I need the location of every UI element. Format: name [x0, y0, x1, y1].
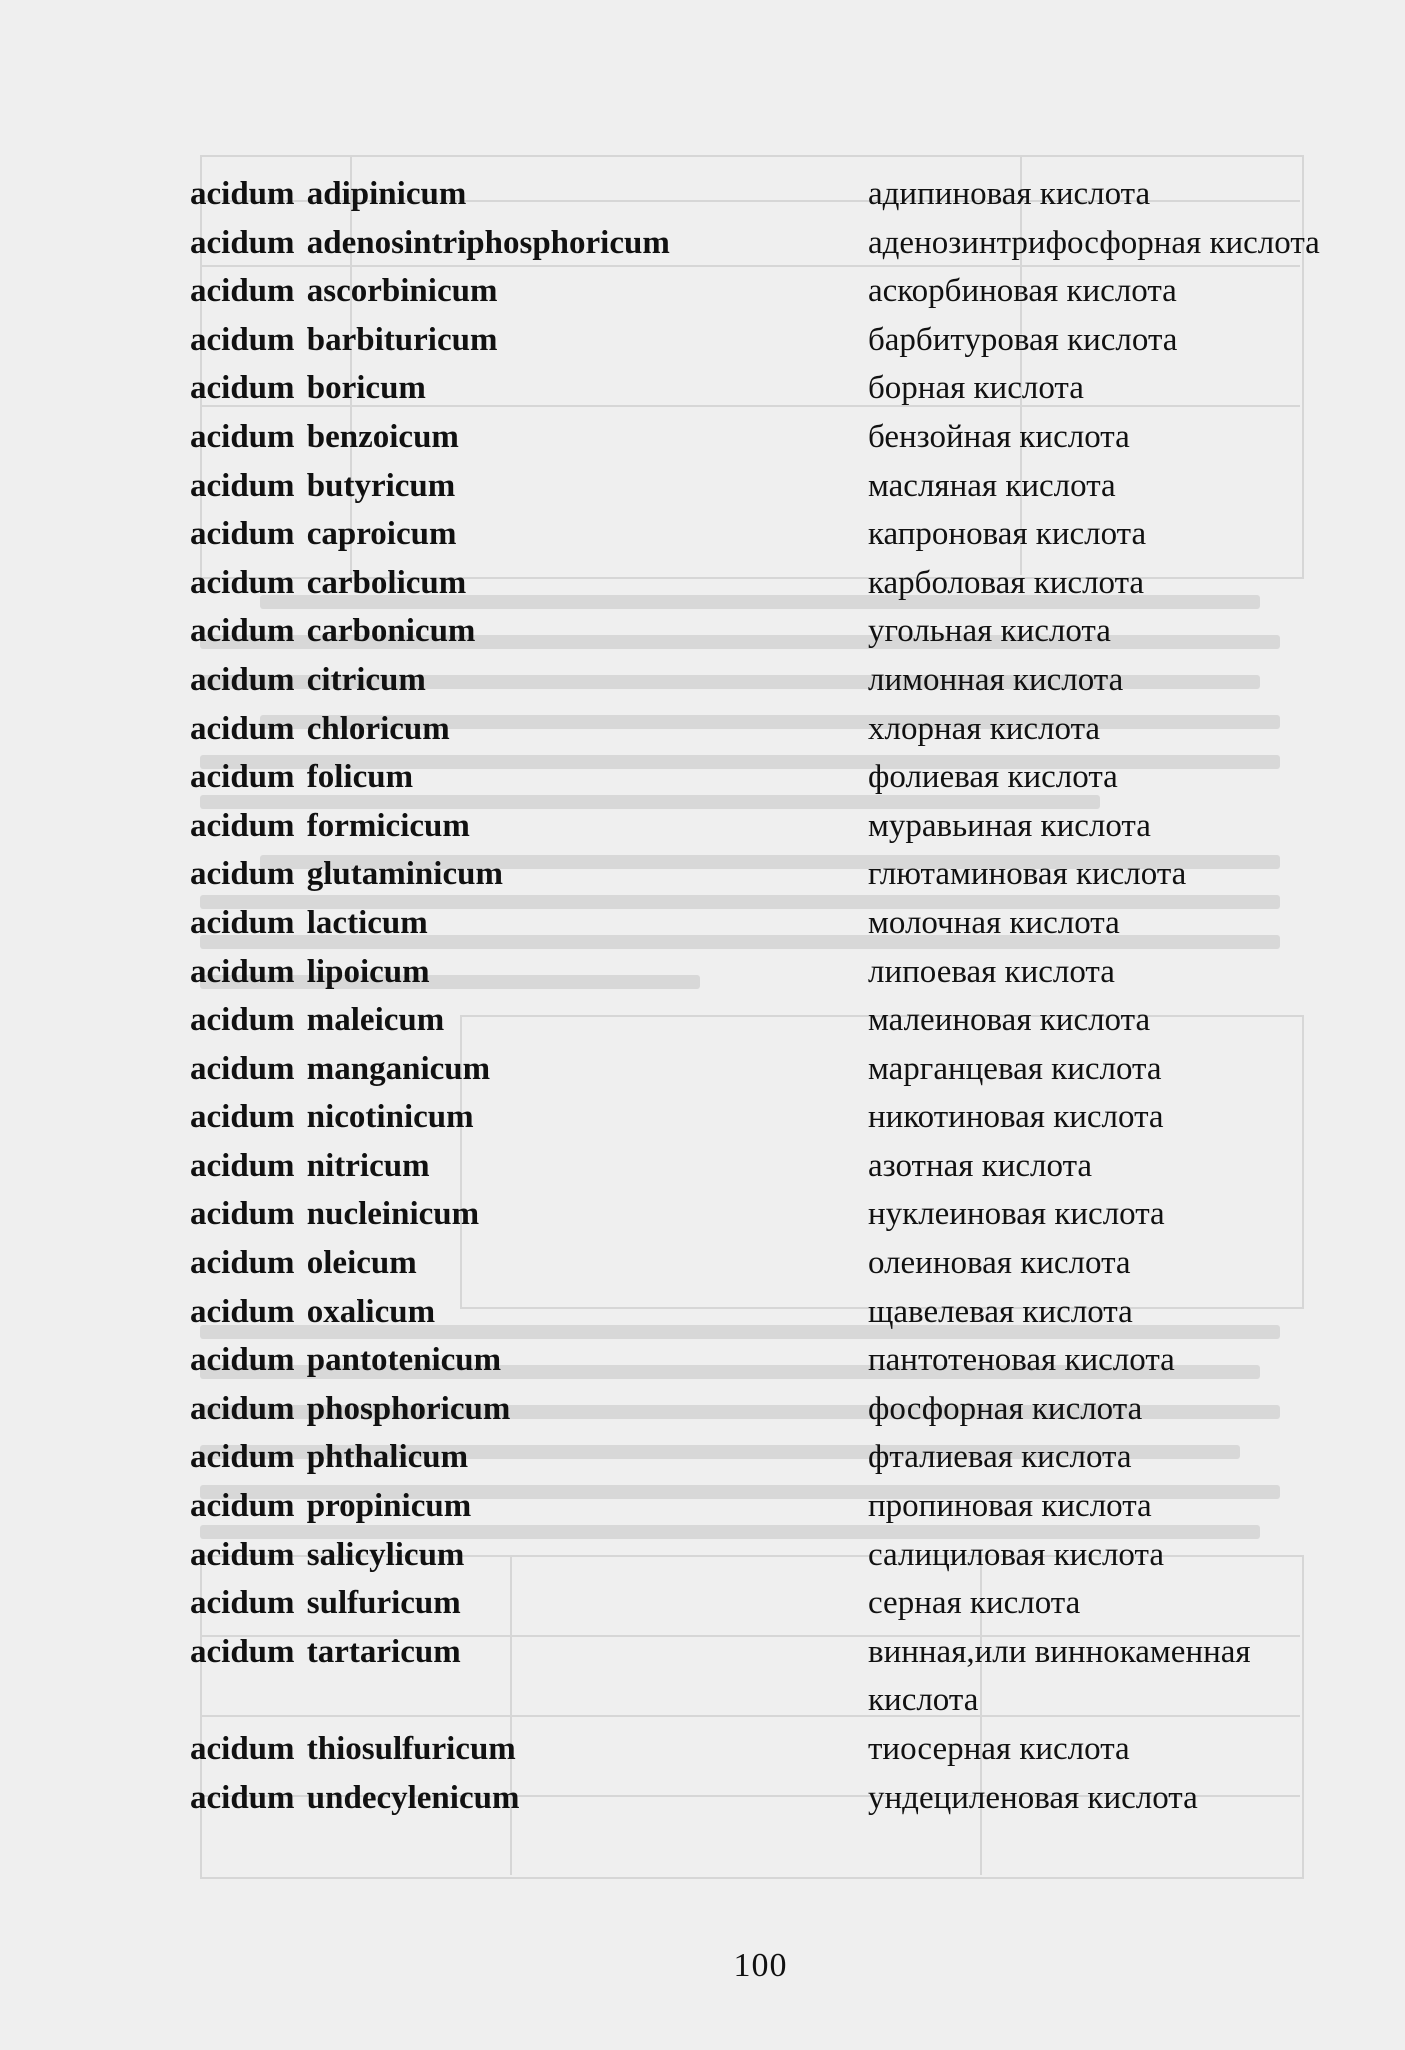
latin-term: acidum salicylicum: [190, 1536, 465, 1573]
latin-term: acidum oxalicum: [190, 1293, 436, 1330]
glossary-entry: [190, 1628, 1320, 1725]
latin-term: acidum manganicum: [190, 1050, 491, 1087]
russian-translation: молочная кислота: [868, 904, 1120, 941]
russian-translation: бензойная кислота: [868, 418, 1130, 455]
glossary-entry: [190, 1579, 1320, 1628]
latin-term: acidum sulfuricum: [190, 1585, 461, 1622]
glossary-entry: [190, 753, 1320, 802]
russian-translation: малеиновая кислота: [868, 1002, 1151, 1039]
latin-term: acidum butyricum: [190, 467, 456, 504]
latin-term: acidum benzoicum: [190, 418, 459, 455]
russian-translation: лимонная кислота: [868, 661, 1124, 698]
latin-term: acidum boricum: [190, 370, 426, 407]
glossary-entry: [190, 948, 1320, 997]
russian-translation: нуклеиновая кислота: [868, 1196, 1165, 1233]
russian-translation: аскорбиновая кислота: [868, 273, 1177, 310]
glossary-entry: [190, 1093, 1320, 1142]
latin-term: acidum glutaminicum: [190, 856, 503, 893]
glossary-entry: [190, 1288, 1320, 1337]
glossary-entry: [190, 1336, 1320, 1385]
russian-translation: винная,или виннокаменная кислота: [868, 1633, 1251, 1719]
glossary-entry: [190, 996, 1320, 1045]
glossary-entry: [190, 462, 1320, 511]
russian-translation: пантотеновая кислота: [868, 1342, 1175, 1379]
latin-term: acidum formicicum: [190, 807, 470, 844]
latin-term: acidum citricum: [190, 661, 426, 698]
glossary-entry: [190, 1239, 1320, 1288]
glossary-entry: [190, 1385, 1320, 1434]
latin-term: acidum tartaricum: [190, 1633, 461, 1670]
latin-term: acidum folicum: [190, 759, 414, 796]
latin-term: acidum propinicum: [190, 1488, 472, 1525]
latin-term: acidum phthalicum: [190, 1439, 469, 1476]
russian-translation: угольная кислота: [868, 613, 1111, 650]
page-number: 100: [733, 1947, 788, 1984]
russian-translation: тиосерная кислота: [868, 1731, 1130, 1767]
russian-translation: барбитуровая кислота: [868, 321, 1178, 358]
glossary-entry: [190, 1725, 1320, 1774]
russian-translation: марганцевая кислота: [868, 1050, 1162, 1087]
latin-term: acidum nitricum: [190, 1147, 430, 1184]
glossary-entry: [190, 899, 1320, 948]
glossary-entry: [190, 1433, 1320, 1482]
glossary-entry: [190, 219, 1320, 268]
latin-term: acidum thiosulfuricum: [190, 1731, 516, 1767]
russian-translation: карболовая кислота: [868, 564, 1145, 601]
russian-translation: борная кислота: [868, 370, 1084, 407]
page-number-container: [0, 1947, 1405, 1985]
glossary-entry: [190, 1045, 1320, 1094]
russian-translation: адипиновая кислота: [868, 176, 1151, 212]
latin-term: acidum adipinicum: [190, 176, 467, 212]
russian-translation: муравьиная кислота: [868, 807, 1151, 844]
acid-glossary-list: [190, 170, 1320, 1822]
glossary-entry: [190, 1190, 1320, 1239]
russian-translation: ундециленовая кислота: [868, 1779, 1198, 1816]
glossary-entry: [190, 510, 1320, 559]
russian-translation: глютаминовая кислота: [868, 856, 1187, 893]
latin-term: acidum lacticum: [190, 904, 428, 941]
russian-translation: липоевая кислота: [868, 953, 1115, 990]
russian-translation: капроновая кислота: [868, 516, 1147, 553]
latin-term: acidum carbolicum: [190, 564, 467, 601]
glossary-entry: [190, 1774, 1320, 1823]
latin-term: acidum lipoicum: [190, 953, 430, 990]
latin-term: acidum maleicum: [190, 1002, 445, 1039]
russian-translation: азотная кислота: [868, 1147, 1093, 1184]
glossary-entry: [190, 1482, 1320, 1531]
glossary-entry: [190, 607, 1320, 656]
russian-translation: щавелевая кислота: [868, 1293, 1133, 1330]
glossary-entry: [190, 850, 1320, 899]
latin-term: acidum adenosintriphosphoricum: [190, 224, 670, 261]
glossary-entry: [190, 364, 1320, 413]
glossary-entry: [190, 316, 1320, 365]
russian-translation: фталиевая кислота: [868, 1439, 1132, 1476]
russian-translation: аденозинтрифосфорная кислота: [868, 224, 1320, 261]
glossary-entry: [190, 802, 1320, 851]
glossary-entry: [190, 170, 1320, 219]
glossary-entry: [190, 1142, 1320, 1191]
latin-term: acidum carbonicum: [190, 613, 476, 650]
latin-term: acidum barbituricum: [190, 321, 498, 358]
latin-term: acidum ascorbinicum: [190, 273, 498, 310]
russian-translation: олеиновая кислота: [868, 1245, 1131, 1282]
latin-term: acidum nicotinicum: [190, 1099, 474, 1136]
russian-translation: фолиевая кислота: [868, 759, 1118, 796]
russian-translation: хлорная кислота: [868, 710, 1101, 747]
russian-translation: фосфорная кислота: [868, 1390, 1143, 1427]
latin-term: acidum pantotenicum: [190, 1342, 502, 1379]
russian-translation: пропиновая кислота: [868, 1488, 1152, 1525]
latin-term: acidum oleicum: [190, 1245, 417, 1282]
glossary-entry: [190, 559, 1320, 608]
glossary-entry: [190, 267, 1320, 316]
glossary-entry: [190, 413, 1320, 462]
latin-term: acidum undecylenicum: [190, 1779, 520, 1816]
russian-translation: серная кислота: [868, 1585, 1081, 1622]
russian-translation: масляная кислота: [868, 467, 1116, 504]
glossary-entry: [190, 1531, 1320, 1580]
glossary-entry: [190, 656, 1320, 705]
glossary-entry: [190, 705, 1320, 754]
latin-term: acidum caproicum: [190, 516, 457, 553]
latin-term: acidum chloricum: [190, 710, 450, 747]
russian-translation: никотиновая кислота: [868, 1099, 1164, 1136]
latin-term: acidum nucleinicum: [190, 1196, 480, 1233]
latin-term: acidum phosphoricum: [190, 1390, 511, 1427]
russian-translation: салициловая кислота: [868, 1536, 1164, 1573]
